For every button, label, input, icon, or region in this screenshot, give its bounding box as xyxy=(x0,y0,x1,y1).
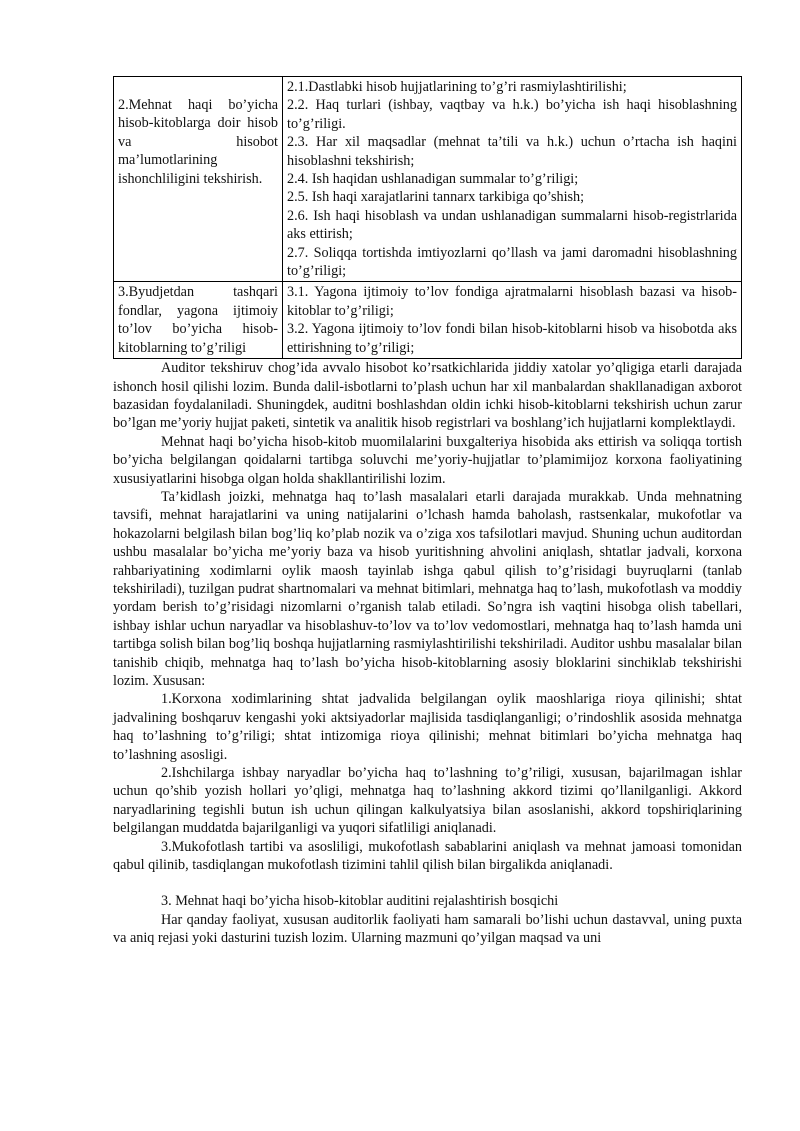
table-cell-items xyxy=(283,77,742,282)
table-cell-items xyxy=(283,282,742,359)
section-heading: 3. Mehnat haqi bo’yicha hisob-kitoblar auditini rejalashtirish bosqichi xyxy=(161,893,559,910)
body-paragraph: 3.Mukofotlash tartibi va asosliligi, mukofotlash sabablarini aniqlash va mehnat jamoasi tomonidan qabul qilinib, tasdiqlangan mukofotlash tizimini tahlil qilish bilan birgalikda aniqlanadi. xyxy=(113,838,742,874)
body-paragraph: Mehnat haqi bo’yicha hisob-kitob muomilalarini buxgalteriya hisobida aks ettirish va soliqqa tortish bo’yicha belgilangan qoidalarni tartibga soluvchi me’yoriy-hujjatlar to’plamimijoz korxona faoliyatining xususiyatlarini hisobga olgan holda shakllantirilishi lozim. xyxy=(113,433,742,487)
body-paragraph: 2.Ishchilarga ishbay naryadlar bo’yicha haq to’lashning to’g’riligi, xususan, bajarilmagan ishlar uchun qo’shib yozish hollari yo’qligi, mehnatga haq to’lashning akkord tizimi qo’llanilganligi. Akkord naryadlarining tegishli butun ish uchun qilingan kalkulyatsiya bilan asoslanishi, akkord topshiriqlarining belgilangan muddatda bajarilganligi va yuqori sifatliligi aniqlanadi. xyxy=(113,765,742,837)
list-item: 2.1.Dastlabki hisob hujjatlarining to’g’ri rasmiylashtirilishi; xyxy=(287,79,627,95)
body-paragraph: Auditor tekshiruv chog’ida avvalo hisobot ko’rsatkichlarida jiddiy xatolar yo’qligiga etarli darajada ishonch hosil qilishi lozim. Bunda dalil-isbotlarni to’plash uchun har xil manbalardan shakllanadigan axborot bazasidan foydalaniladi. Shuningdek, auditni boshlashdan oldin ichki hisob-kitoblarni tekshirish uchun zarur bo’lgan me’yoriy hujjat paketi, sintetik va analitik hisob registrlari va boshlang’ich hujjatlarni komplektlaydi. xyxy=(113,360,742,432)
audit-table xyxy=(113,76,742,359)
body-paragraph: Ta’kidlash joizki, mehnatga haq to’lash masalalari etarli darajada murakkab. Unda mehnatning tavsifi, mehnat harajatlarini va uning natijalarini o’lchash hamda baholash, rastsenkalar, mukofotlar va hokazolarni belgilash bilan bog’liq ko’plab nozik va o’ziga xos tafsilotlari mavjud. Shuning uchun auditordan ushbu masalalar bo’yicha me’yoriy baza va hisob yuritishning ahvolini aniqlash, shtatlar jadvali, korxona rahbariyatining xodimlarni oylik maosh tayinlab ishga qabul qilish to’g’risidagi buyruqlarni (tanlab tekshiriladi), tuzilgan pudrat shartnomalari va mehnat bitimlari, mehnatga haq to’lash, mukofotlash va moddiy yordam berish to’g’risidagi nizomlarni o’rganish talab etiladi. So’ngra ish vaqtini hisobga olish tabellari, ishbay ishlar uchun naryadlar va hisoblashuv-to’lov va to’lov vedomostlari, mehnatga haq to’lash hamda uni tartibga solish bilan bog’liq boshqa hujjatlarning rasmiylashtirilishi tekshiriladi. Auditor ushbu masalalar bilan tanishib chiqib, mehnatga haq to’lash bo’yicha hisob-kitoblarning asosiy bloklarini sinchiklab tekshirishi lozim. Xususan: xyxy=(113,488,742,689)
table-cell-topic xyxy=(114,77,283,282)
table-cell-topic xyxy=(114,282,283,359)
list-item: 2.5. Ish haqi xarajatlarini tannarx tarkibiga qo’shish; xyxy=(287,189,585,206)
body-paragraph: Har qanday faoliyat, xususan auditorlik faoliyati ham samarali bo’lishi uchun dastavval, uning puxta va aniq rejasi yoki dasturini tuzish lozim. Ularning mazmuni qo’yilgan maqsad va uni xyxy=(113,911,742,947)
list-item: 2.3. Har xil maqsadlar (mehnat ta’tili va h.k.) uchun o’rtacha ish haqini hisoblashni tekshirish; xyxy=(287,134,737,169)
list-item: 2.7. Soliqqa tortishda imtiyozlarni qo’llash va jami daromadni hisoblashning to’g’riligi; xyxy=(287,244,737,280)
list-item: 3.2. Yagona ijtimoiy to’lov fondi bilan hisob-kitoblarni hisob va hisobotda aks ettirishning to’g’riligi; xyxy=(287,321,737,356)
table-row xyxy=(114,282,742,359)
table-row xyxy=(114,77,742,282)
document-page xyxy=(113,76,742,948)
list-item: 2.2. Haq turlari (ishbay, vaqtbay va h.k.) bo’yicha ish haqi hisoblashning to’g’riligi. xyxy=(287,97,737,132)
body-paragraph: 1.Korxona xodimlarining shtat jadvalida belgilangan oylik maoshlariga rioya qilinishi; shtat jadvalining boshqaruv kengashi yoki aktsiyadorlar majlisida tasdiqlanganligi; o’rindoshlik asosida mehnatga haq to’lashning to’g’riligi; shtat intizomiga rioya qilinishi; mehnat bitimlari bo’yicha mehnatga haq to’lashning asosligi. xyxy=(113,691,742,763)
list-item: 2.4. Ish haqidan ushlanadigan summalar to’g’riligi; xyxy=(287,171,579,188)
cell-text: 2.Mehnat haqi bo’yicha hisob-kitoblarga doir hisob va hisobot ma’lumotlarining ishonchliligini tekshirish. xyxy=(118,97,278,187)
list-item: 2.6. Ish haqi hisoblash va undan ushlanadigan summalarni hisob-registrlarida aks ettirish; xyxy=(287,207,737,243)
cell-text: 3.Byudjetdan tashqari fondlar, yagona ijtimoiy to’lov bo’yicha hisob-kitoblarning to’g’riligi xyxy=(118,284,278,356)
list-item: 3.1. Yagona ijtimoiy to’lov fondiga ajratmalarni hisoblash bazasi va hisob-kitoblar to’g’riligi; xyxy=(287,284,737,319)
